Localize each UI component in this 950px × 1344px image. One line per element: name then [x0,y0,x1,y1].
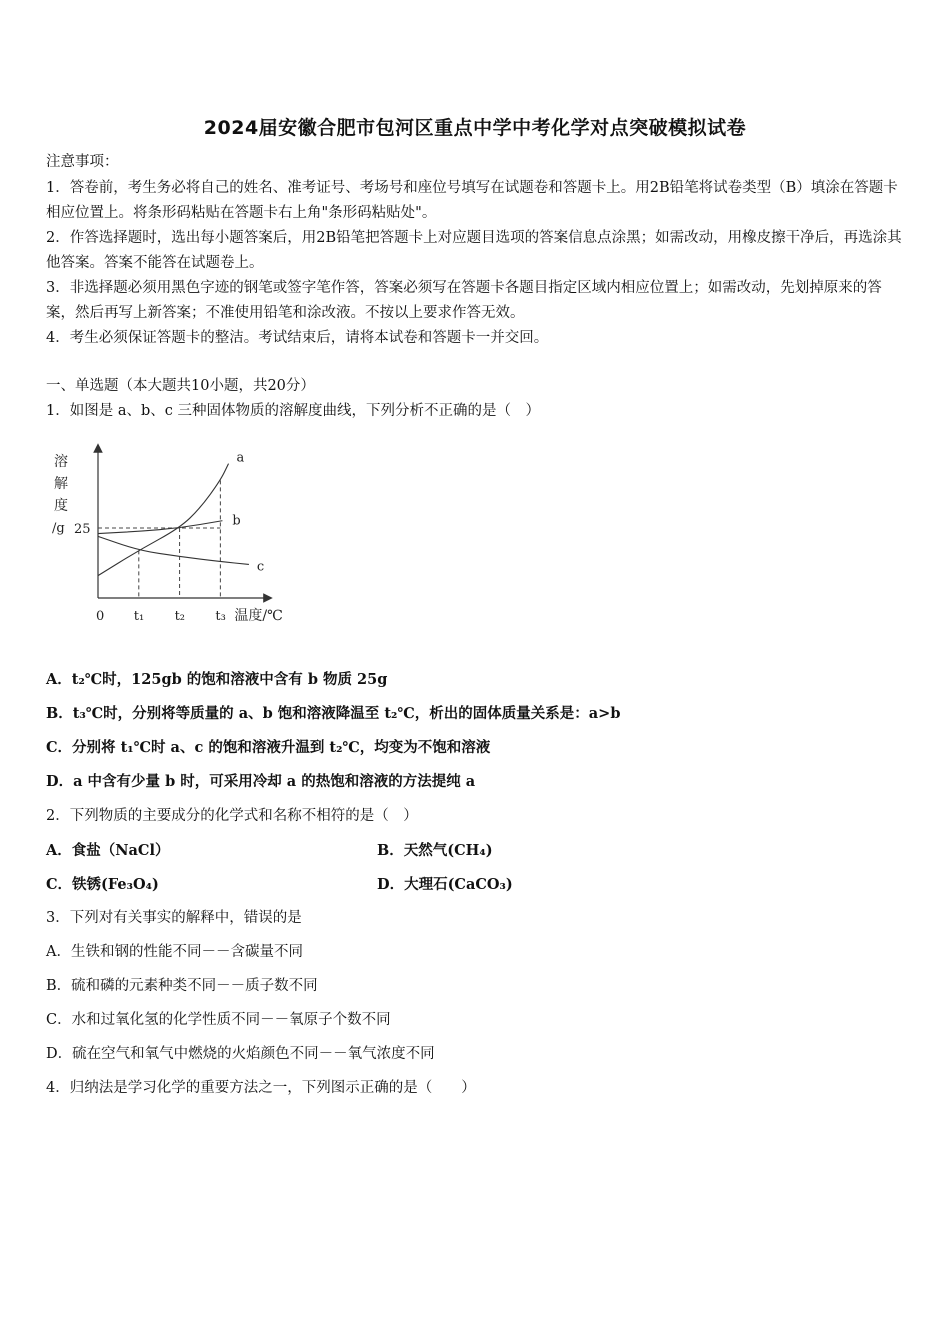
curve-label-a: a [236,450,245,466]
solubility-chart [50,440,300,630]
question-1-stem: 1．如图是 a、b、c 三种固体物质的溶解度曲线，下列分析不正确的是（ ） [46,403,540,419]
q3-option-a[interactable]: A．生铁和钢的性能不同－－含碳量不同 [46,944,303,960]
notice-item-2: 2．作答选择题时，选出每小题答案后，用2B铅笔把答题卡上对应题目选项的答案信息点涂黑；如需改动，用橡皮擦干净后，再选涂其他答案。答案不能答在试题卷上。 [46,230,902,271]
y-axis-unit: /g [52,521,65,536]
page-title: 2024届安徽合肥市包河区重点中学中考化学对点突破模拟试卷 [203,117,747,139]
q1-option-c[interactable]: C．分别将 t₁℃时 a、c 的饱和溶液升温到 t₂℃，均变为不饱和溶液 [46,739,491,756]
y-axis-label-char-3: 度 [54,498,68,514]
q2-option-a[interactable]: A．食盐（NaCl） [46,842,170,859]
curve-label-c: c [256,559,265,575]
x-tick-t1: t₁ [133,609,145,624]
y-tick-25: 25 [74,522,91,537]
notice-heading: 注意事项： [46,154,119,170]
question-3-stem: 3．下列对有关事实的解释中，错误的是 [46,910,302,926]
question-4-stem: 4．归纳法是学习化学的重要方法之一，下列图示正确的是（ ） [46,1080,476,1096]
origin-label: 0 [96,609,105,624]
y-axis-label-char-1: 溶 [54,454,68,470]
curve-c [98,536,249,564]
x-tick-t3: t₃ [215,609,226,624]
notice-item-4: 4．考生必须保证答题卡的整洁。考试结束后，请将本试卷和答题卡一并交回。 [46,330,549,346]
q1-option-a[interactable]: A．t₂℃时，125gb 的饱和溶液中含有 b 物质 25g [46,671,388,688]
q3-option-d[interactable]: D．硫在空气和氧气中燃烧的火焰颜色不同－－氧气浓度不同 [46,1046,435,1062]
notice-item-1: 1．答卷前，考生务必将自己的姓名、准考证号、考场号和座位号填写在试题卷和答题卡上。用2B铅笔将试卷类型（B）填涂在答题卡相应位置上。将条形码粘贴在答题卡右上角"条形码粘贴处"。 [46,180,898,221]
curve-a [98,464,229,576]
x-tick-t2: t₂ [174,609,186,624]
q2-option-d[interactable]: D．大理石(CaCO₃) [377,876,513,893]
question-2-stem: 2．下列物质的主要成分的化学式和名称不相符的是（ ） [46,808,418,824]
q3-option-c[interactable]: C．水和过氧化氢的化学性质不同－－氧原子个数不同 [46,1012,391,1028]
q1-option-b[interactable]: B．t₃℃时，分别将等质量的 a、b 饱和溶液降温至 t₂℃，析出的固体质量关系是：a>b [46,705,621,722]
notice-item-3: 3．非选择题必须用黑色字迹的钢笔或签字笔作答，答案必须写在答题卡各题目指定区域内相应位置上；如需改动，先划掉原来的答案，然后再写上新答案；不准使用铅笔和涂改液。不按以上要求作答无效。 [46,280,882,321]
q2-option-c[interactable]: C．铁锈(Fe₃O₄) [46,876,159,893]
section-heading: 一、单选题（本大题共10小题，共20分） [46,378,315,394]
q2-option-b[interactable]: B．天然气(CH₄) [377,842,493,859]
y-axis-label-char-2: 解 [54,476,68,492]
curve-label-b: b [232,513,241,529]
curve-b [98,521,222,534]
x-axis-label: 温度/℃ [234,608,283,624]
q3-option-b[interactable]: B．硫和磷的元素种类不同－－质子数不同 [46,978,318,994]
q1-option-d[interactable]: D．a 中含有少量 b 时，可采用冷却 a 的热饱和溶液的方法提纯 a [46,773,476,790]
